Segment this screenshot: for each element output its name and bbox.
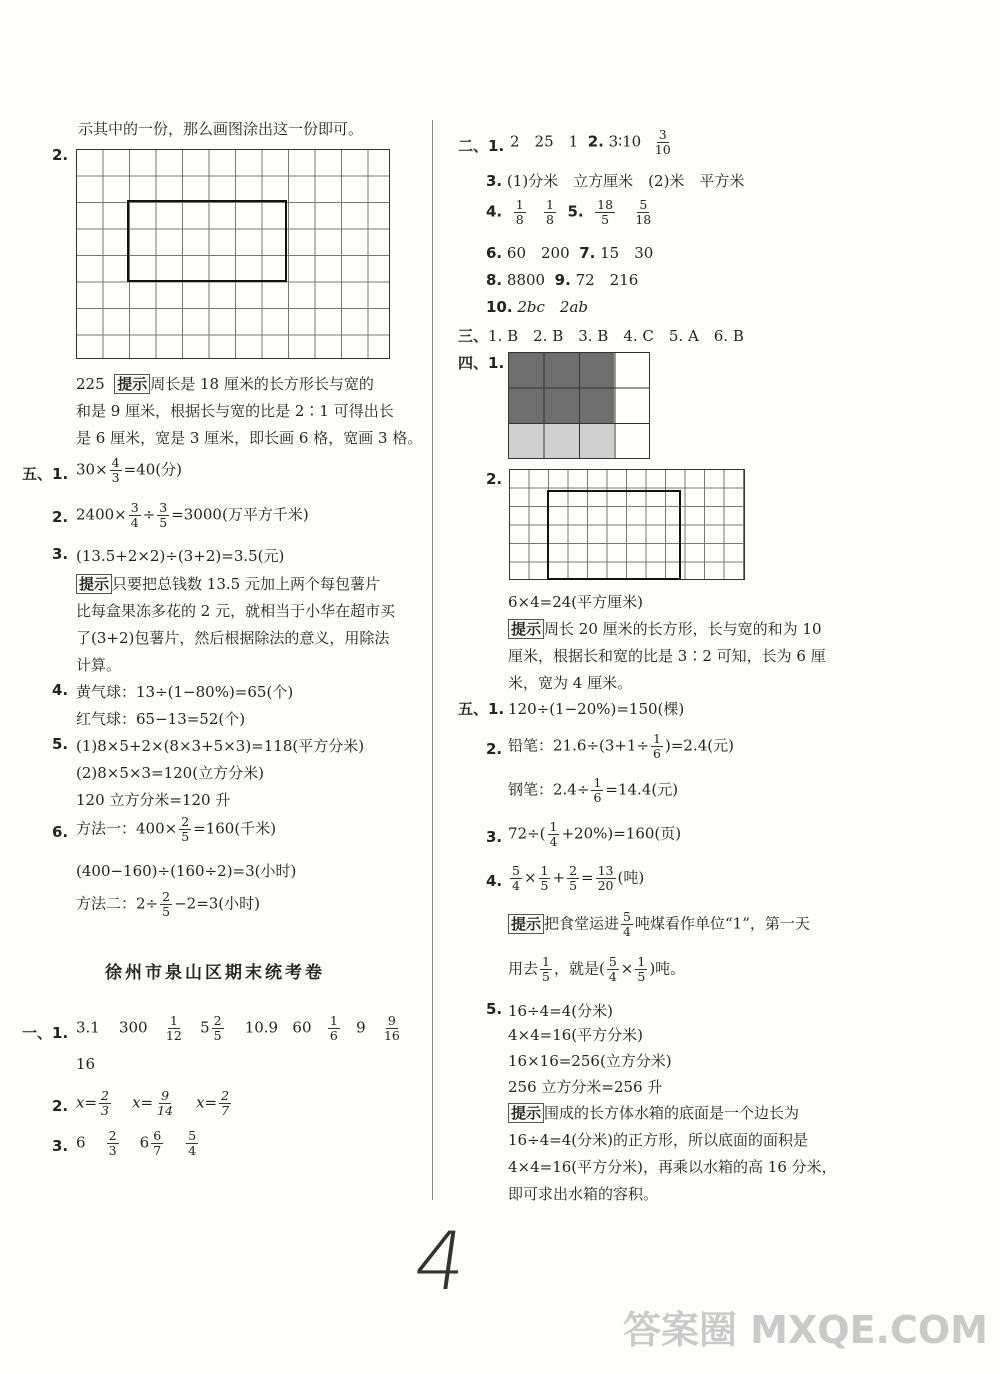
- section-number: 一、1.: [22, 1024, 69, 1042]
- text-line: 比每盒果冻多花的 2 元，就相当于小华在超市买: [76, 602, 396, 620]
- answer-line: 16: [76, 1055, 96, 1073]
- question-number: 6.: [52, 823, 69, 841]
- column-divider: [432, 120, 433, 1200]
- formula: 30× $\frac{4}{3}$ =40(分): [76, 455, 182, 485]
- text-line: 厘米，根据长和宽的比是 3∶2 可知，长为 6 厘: [508, 647, 826, 665]
- formula: 2400× $\frac{3}{4}$ ÷ $\frac{3}{5}$ =3000(万平方千米): [76, 500, 309, 530]
- formula: 红气球：65−13=52(个): [76, 710, 246, 728]
- text-line: 提示 围成的长方体水箱的底面是一个边长为: [508, 1102, 799, 1123]
- text-line: 16÷4=4(分米)的正方形，所以底面的面积是: [508, 1131, 809, 1149]
- text-line: 提示 把食堂运进 $\frac{5}{4}$ 吨煤看作单位“1”，第一天: [508, 910, 810, 939]
- text-line: 和是 9 厘米，根据长与宽的比是 2∶1 可得出长: [76, 402, 394, 420]
- question-number: 2.: [52, 146, 69, 164]
- figure-grid-lines: [509, 353, 649, 458]
- text-line: 提示 只要把总钱数 13.5 元加上两个每包薯片: [76, 573, 380, 594]
- question-number: 3.: [52, 1137, 69, 1155]
- section-number: 五、1.: [458, 700, 505, 718]
- formula: 方法二：2÷ $\frac{2}{5}$ −2=3(小时): [76, 889, 261, 919]
- answer-line: 10. 2bc 2ab: [486, 298, 588, 316]
- question-number: 2.: [486, 740, 503, 758]
- text-line: 示其中的一份，那么画图涂出这一份即可。: [78, 120, 364, 138]
- answer-line: 8. 8800 9. 72 216: [486, 271, 639, 289]
- text-line: 用去 $\frac{1}{5}$ ，就是( $\frac{5}{4}$ × $\frac{1}{5}$ )吨。: [508, 954, 686, 984]
- text-line: 225 提示 周长是 18 厘米的长方形长与宽的: [76, 375, 374, 393]
- drawn-rectangle: [547, 490, 681, 580]
- formula: (2)8×5×3=120(立方分米): [76, 764, 264, 782]
- answer-line: 三、1. B 2. B 3. B 4. C 5. A 6. B: [458, 327, 744, 345]
- formula: 方法一：400× $\frac{2}{5}$ =160(千米): [76, 814, 277, 844]
- answer-line: x= $\frac{2}{3}$ x= $\frac{9}{14}$ x= $\frac{2}{7}$: [76, 1088, 230, 1118]
- text-line: 了(3+2)包薯片，然后根据除法的意义，用除法: [76, 629, 390, 647]
- question-number: 5.: [486, 1000, 503, 1018]
- text-line: 米，宽为 4 厘米。: [508, 674, 633, 692]
- question-number: 2.: [486, 470, 503, 488]
- answer-line: 6. 60 200 7. 15 30: [486, 244, 654, 262]
- question-number: 5.: [52, 735, 69, 753]
- section-number: 四、1.: [458, 354, 505, 372]
- page-number: 4: [408, 1215, 473, 1308]
- question-number: 3.: [486, 828, 503, 846]
- formula: 黄气球：13÷(1−80%)=65(个): [76, 683, 294, 701]
- formula: (1)8×5+2×(8×3+5×3)=118(平方分米): [76, 737, 365, 755]
- formula: 120÷(1−20%)=150(棵): [508, 700, 685, 718]
- formula: 16÷4=4(分米): [508, 1002, 614, 1020]
- drawn-rectangle: [127, 200, 287, 282]
- answer-line: 2 25 1 2. 3∶10 $\frac{3}{10}$: [510, 127, 671, 157]
- section-number: 五、1.: [22, 465, 69, 483]
- text-line: 是 6 厘米，宽是 3 厘米，即长画 6 格，宽画 3 格。: [76, 429, 423, 447]
- formula: 256 立方分米=256 升: [508, 1078, 663, 1096]
- formula: 6×4=24(平方厘米): [508, 593, 644, 611]
- formula: 钢笔：2.4÷ $\frac{1}{6}$ =14.4(元): [508, 775, 679, 805]
- text-line: 提示 周长 20 厘米的长方形，长与宽的和为 10: [508, 618, 822, 639]
- answer-line: 6 $\frac{2}{3}$ 6 $\frac{6}{7}$ $\frac{5}{4}$: [76, 1128, 197, 1158]
- formula: (400−160)÷(160÷2)=3(小时): [76, 862, 297, 880]
- tip-label: 提示: [508, 1103, 544, 1123]
- formula: 4×4=16(平方分米): [508, 1026, 644, 1044]
- formula: 16×16=256(立方分米): [508, 1052, 672, 1070]
- question-number: 4.: [52, 681, 69, 699]
- formula: (13.5+2×2)÷(3+2)=3.5(元): [76, 547, 285, 565]
- question-number: 2.: [52, 508, 69, 526]
- tip-label: 提示: [114, 374, 150, 394]
- text-line: 即可求出水箱的容积。: [508, 1185, 659, 1203]
- exam-title: 徐州市泉山区期末统考卷: [105, 963, 325, 983]
- text-line: 4×4=16(平方分米)，再乘以水箱的高 16 分米，: [508, 1158, 837, 1176]
- formula: 120 立方分米=120 升: [76, 791, 231, 809]
- answer-line: 4. $\frac{1}{8}$ $\frac{1}{8}$ 5. $\frac{18}{5}$ $\frac{5}{18}$: [486, 197, 652, 227]
- question-number: 3.: [52, 545, 69, 563]
- formula: $\frac{5}{4}$ × $\frac{1}{5}$ + $\frac{2}{5}$ = $\frac{13}{20}$ (吨): [512, 863, 645, 893]
- question-number: 4.: [486, 872, 503, 890]
- text-line: 计算。: [76, 656, 122, 674]
- formula: 铅笔：21.6÷(3+1÷ $\frac{1}{6}$ )=2.4(元): [508, 731, 734, 761]
- tip-label: 提示: [76, 574, 112, 594]
- answer-line: 3.1 300 $\frac{1}{12}$ 5 $\frac{2}{5}$ 10.9 60 $\frac{1}{6}$ 9 $\frac{9}{16}$: [76, 1013, 400, 1043]
- question-number: 2.: [52, 1097, 69, 1115]
- watermark: 答案圈 MXQE.COM: [622, 1308, 988, 1352]
- answer-line: 3. (1)分米 立方厘米 (2)米 平方米: [486, 172, 745, 190]
- formula: 72÷( $\frac{1}{4}$ +20%)=160(页): [508, 819, 682, 849]
- section-number: 二、1.: [458, 137, 505, 155]
- tip-label: 提示: [508, 619, 544, 639]
- tip-label: 提示: [508, 914, 544, 934]
- shaded-figure: [508, 352, 650, 459]
